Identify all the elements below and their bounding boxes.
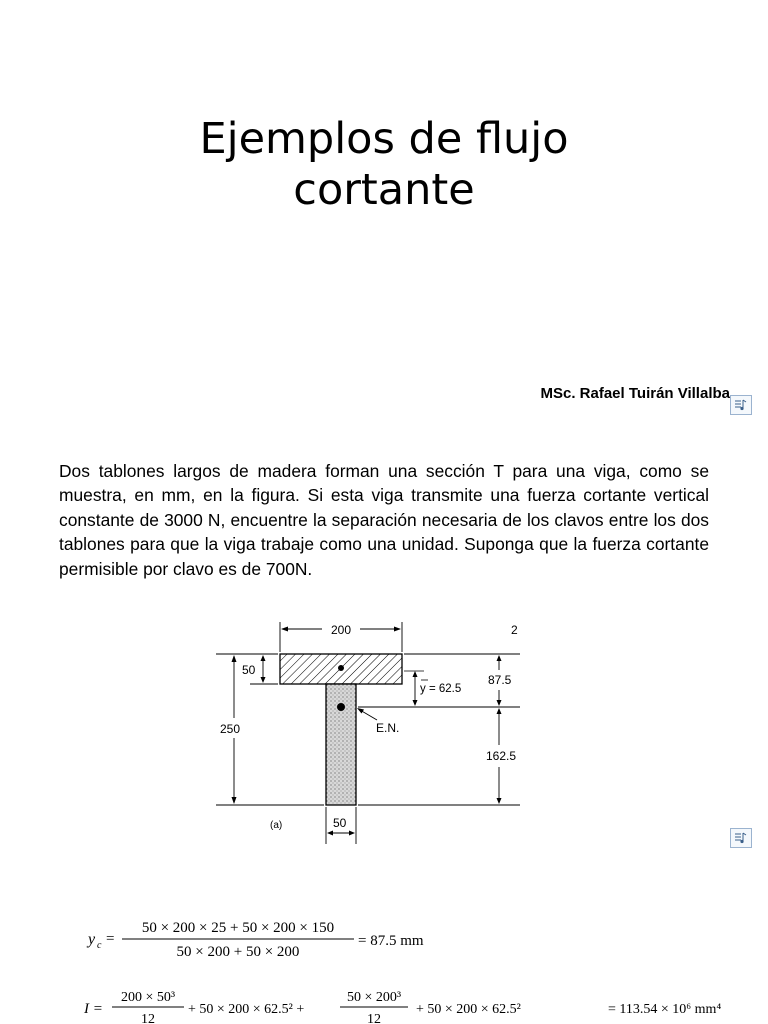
inertia-formula <box>82 984 752 1024</box>
i-term3-num: 50 × 200³ <box>346 990 402 1005</box>
title-line-1: Ejemplos de flujo <box>199 114 569 164</box>
part-label: (a) <box>270 820 283 831</box>
audio-icon[interactable] <box>730 395 752 415</box>
dim-lower-label: 162.5 <box>486 749 517 763</box>
dim-flange-label: 50 <box>242 663 256 677</box>
title-line-2: cortante <box>293 165 475 215</box>
i-term2: + 50 × 200 × 62.5² + <box>188 1002 305 1017</box>
i-lhs: I = <box>84 1001 103 1017</box>
t-beam-figure <box>210 612 530 852</box>
slide-title <box>0 114 768 216</box>
problem-statement: Dos tablones largos de madera forman una sección T para una viga, como se muestra, en mm, en la figura. Si esta viga transmite una fuerza cortante vertical constante de 3000 N, encuentre la separación necesaria de los clavos entre los dos tablones para que la viga trabaje como una unidad. Suponga que la fuerza cortante permisible por clavo es de 700N. <box>59 461 709 579</box>
yc-result: = 87.5 mm <box>358 933 424 949</box>
author-name: MSc. Rafael Tuirán Villalba <box>540 385 730 402</box>
yc-eq: = <box>106 931 115 947</box>
i-term1-den: 12 <box>141 1012 155 1024</box>
centroid-mark <box>338 665 344 671</box>
yc-lhs: y <box>88 931 96 948</box>
neutral-axis-mark <box>337 703 345 711</box>
yc-sub: c <box>97 940 102 951</box>
i-term1-num: 200 × 50³ <box>120 990 176 1005</box>
i-term3-den: 12 <box>367 1012 381 1024</box>
yc-denominator: 50 × 200 + 50 × 200 <box>176 944 300 960</box>
web <box>326 684 356 805</box>
audio-icon[interactable] <box>730 828 752 848</box>
dim-top-label: 200 <box>330 623 352 637</box>
neutral-axis-label: E.N. <box>376 721 400 735</box>
dim-total-label: 250 <box>220 722 241 736</box>
yc-numerator: 50 × 200 × 25 + 50 × 200 × 150 <box>141 920 335 936</box>
ybar-label: y = 62.5 <box>420 683 462 695</box>
i-term4: + 50 × 200 × 62.5² <box>416 1002 521 1017</box>
centroid-formula <box>86 914 446 964</box>
dim-upper-label: 87.5 <box>488 673 512 687</box>
i-result: = 113.54 × 10⁶ mm⁴ <box>608 1002 722 1017</box>
corner-label: 2 <box>511 623 518 637</box>
dim-web-label: 50 <box>333 816 347 830</box>
